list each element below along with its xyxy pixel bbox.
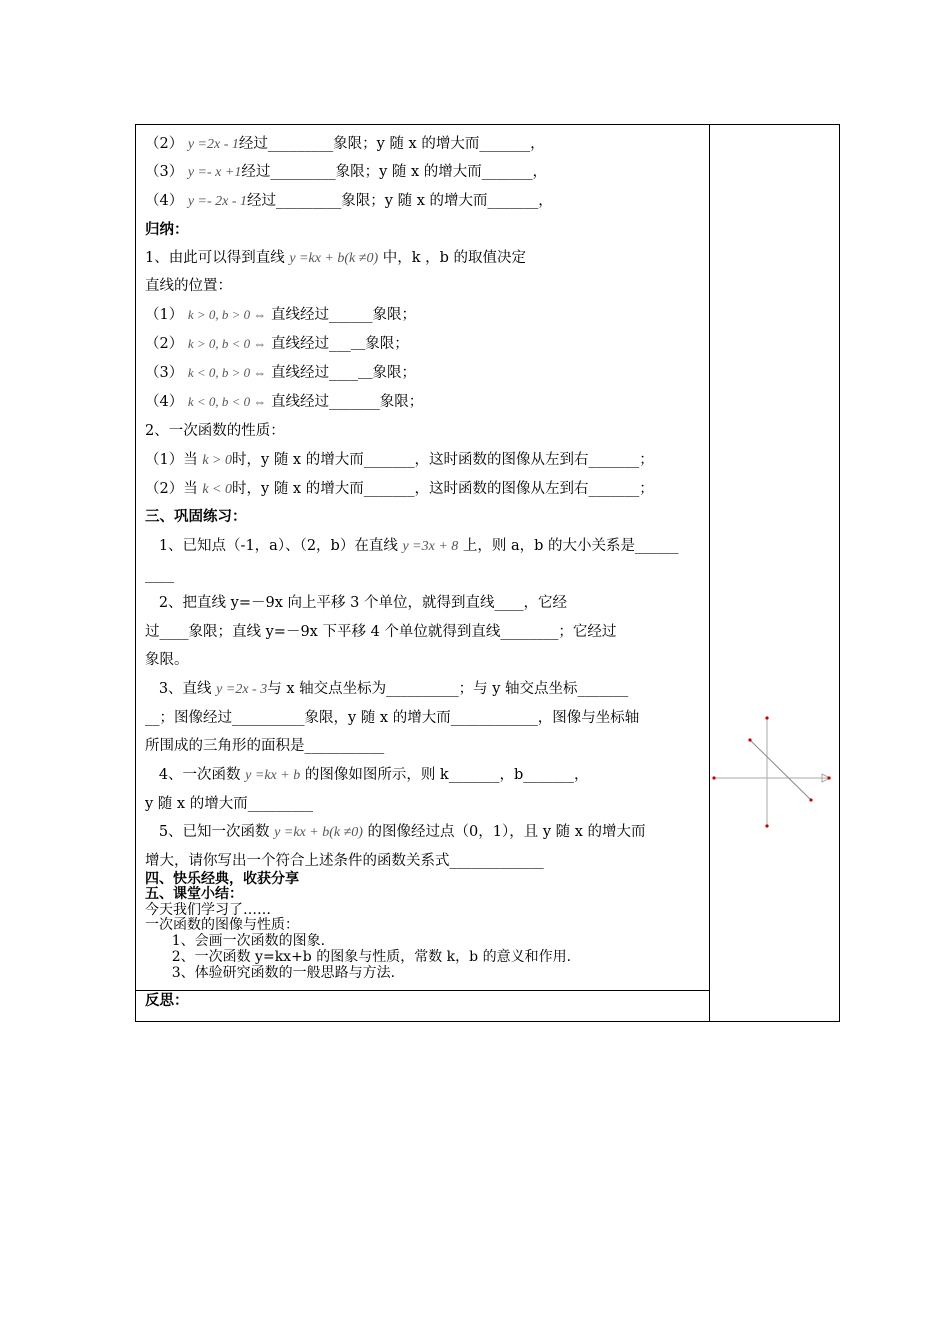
line-end-point xyxy=(809,798,812,801)
line-prop-2: （2）当 k < 0时，y 随 x 的增大而_______，这时函数的图像从左到右_______； xyxy=(145,481,654,497)
line-case-1: （1） k > 0, b > 0 ⇔ 直线经过______象限； xyxy=(145,307,417,323)
line-ex4-cont: y 随 x 的增大而_________ xyxy=(145,796,313,812)
function-line xyxy=(750,740,811,800)
line-q3: （3） y =- x +1经过_________象限；y 随 x 的增大而_______， xyxy=(145,164,548,180)
line-summary-1: 1、由此可以得到直线 y =kx + b(k ≠0) 中，k ，b 的取值决定 xyxy=(145,250,527,266)
x-axis-end-point xyxy=(712,776,715,779)
y-axis-top-point xyxy=(765,716,768,719)
line-ex5-cont: 增大，请你写出一个符合上述条件的函数关系式_____________ xyxy=(145,853,544,869)
heading-reflection: 反思： xyxy=(145,993,189,1009)
heading-share: 四、快乐经典，收获分享 xyxy=(145,871,299,887)
x-axis-arrow-point xyxy=(827,776,830,779)
line-graph-props: 一次函数的图像与性质： xyxy=(145,917,299,933)
line-ex2-end: 象限。 xyxy=(145,652,189,668)
line-case-2: （2） k > 0, b < 0 ⇔ 直线经过___＿象限； xyxy=(145,336,409,352)
line-q2: （2） y =2x - 1经过_________象限；y 随 x 的增大而_______， xyxy=(145,136,545,152)
line-ex3-end: 所围成的三角形的面积是___________ xyxy=(145,738,385,754)
line-ex2: 2、把直线 y=－9x 向上平移 3 个单位，就得到直线____，它经 xyxy=(145,595,567,611)
heading-summary: 归纳： xyxy=(145,222,189,238)
line-case-4: （4） k < 0, b < 0 ⇔ 直线经过_______象限； xyxy=(145,394,424,410)
table-row-divider xyxy=(135,990,710,991)
y-axis-bottom-point xyxy=(765,824,768,827)
line-ex4: 4、一次函数 y =kx + b 的图像如图所示，则 k_______，b_______， xyxy=(145,767,589,783)
line-ex1: 1、已知点（-1，a）、（2，b）在直线 y =3x + 8 上，则 a，b 的大小关系是______ xyxy=(145,538,679,554)
line-q4: （4） y =- 2x - 1经过_________象限；y 随 x 的增大而_______， xyxy=(145,193,553,209)
line-prop-1: （1）当 k > 0时，y 随 x 的增大而_______，这时函数的图像从左到右_______； xyxy=(145,452,654,468)
line-start-point xyxy=(748,738,751,741)
line-ex2-cont: 过____象限；直线 y=－9x 下平移 4 个单位就得到直线________；它经过 xyxy=(145,624,617,640)
function-graph-figure xyxy=(710,714,832,832)
line-ex1-cont: ____ xyxy=(145,567,174,583)
line-point-2: 2、一次函数 y=kx+b 的图象与性质，常数 k，b 的意义和作用. xyxy=(145,949,572,965)
line-properties: 2、一次函数的性质： xyxy=(145,423,285,439)
heading-summary-class: 五、课堂小结： xyxy=(145,886,243,902)
line-learned: 今天我们学习了…… xyxy=(145,902,271,918)
line-position: 直线的位置： xyxy=(145,278,232,294)
line-point-1: 1、会画一次函数的图象. xyxy=(145,933,326,949)
table-column-divider xyxy=(709,124,710,1022)
line-point-3: 3、体验研究函数的一般思路与方法. xyxy=(145,965,396,981)
line-ex5: 5、已知一次函数 y =kx + b(k ≠0) 的图像经过点（0，1），且 y 随 x 的增大而 xyxy=(145,824,646,840)
line-case-3: （3） k < 0, b > 0 ⇔ 直线经过____＿象限； xyxy=(145,365,417,381)
line-ex3: 3、直线 y =2x - 3与 x 轴交点坐标为__________；与 y 轴交点坐标_______ xyxy=(145,681,629,697)
line-ex3-cont: __；图像经过__________象限，y 随 x 的增大而____________，图像与坐标轴 xyxy=(145,710,640,726)
heading-practice: 三、巩固练习： xyxy=(145,509,247,525)
